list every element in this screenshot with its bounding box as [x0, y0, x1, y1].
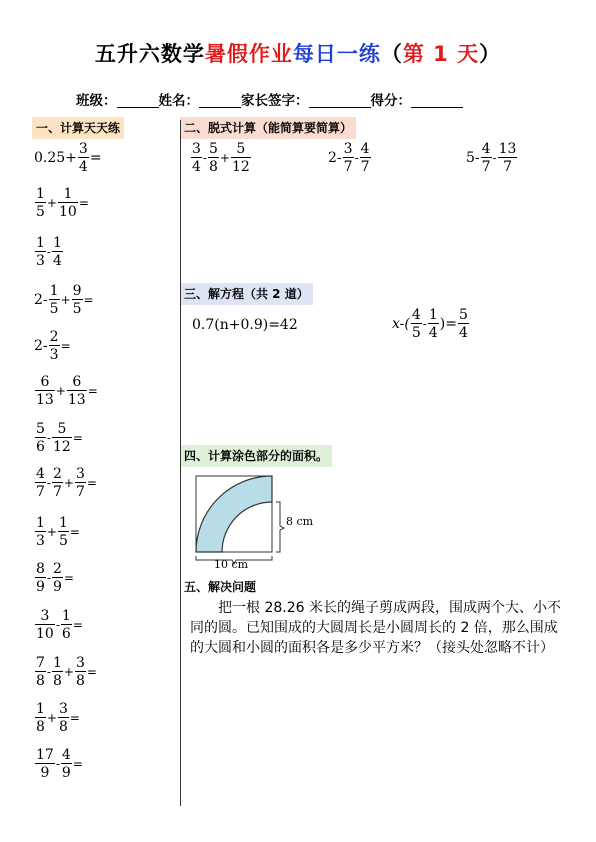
detached-expr-3: 5- $\frac{4}{7}$ - $\frac{13}{7}$ [466, 141, 517, 175]
daily-expr-14: $\frac{17}{9}$ - $\frac{4}{9}$ = [36, 747, 83, 781]
page-title [0, 38, 596, 68]
title-paren-open: （ [380, 42, 403, 66]
title-day: 第 1 天 [402, 42, 480, 66]
class-blank[interactable] [117, 93, 159, 108]
width-label: 10 cm [214, 558, 249, 571]
section-shaded-area: 四、计算涂色部分的面积。 [180, 445, 332, 467]
equation-2: x-( $\frac{4}{5}$ - $\frac{1}{4}$ )= $\frac{5}{4}$ [392, 307, 468, 341]
daily-expr-7: $\frac{5}{6}$ - $\frac{5}{12}$ = [36, 421, 83, 455]
section-equations: 三、解方程（共 2 道） [180, 283, 313, 305]
daily-expr-9: $\frac{1}{3}$ + $\frac{1}{5}$ = [36, 515, 80, 549]
score-label: 得分： [370, 93, 411, 109]
class-label: 班级： [76, 93, 117, 109]
detached-expr-2: 2- $\frac{3}{7}$ - $\frac{4}{7}$ [328, 141, 370, 175]
student-info-line [76, 89, 556, 109]
title-part-daily: 每日一练 [292, 42, 381, 66]
name-label: 姓名： [158, 93, 199, 109]
score-blank[interactable] [411, 93, 463, 108]
daily-expr-6: $\frac{6}{13}$ + $\frac{6}{13}$ = [36, 374, 98, 408]
parent-signature-label: 家长签字： [241, 93, 309, 109]
shaded-region [196, 476, 272, 552]
section-detached-calc: 二、脱式计算（能简算要简算） [180, 117, 356, 139]
daily-expr-3: $\frac{1}{3}$ - $\frac{1}{4}$ [36, 235, 62, 269]
column-divider [180, 120, 181, 806]
daily-expr-4: 2- $\frac{1}{5}$ + $\frac{9}{5}$ = [34, 283, 94, 317]
section-word-problem: 五、解决问题 [180, 576, 260, 598]
title-part-summer: 暑假作业 [204, 42, 293, 66]
parent-signature-blank[interactable] [309, 93, 371, 108]
daily-expr-13: $\frac{1}{8}$ + $\frac{3}{8}$ = [36, 701, 80, 735]
daily-expr-1: 0.25+ $\frac{3}{4}$ = [34, 141, 102, 175]
daily-expr-2: $\frac{1}{5}$ + $\frac{1}{10}$ = [36, 186, 89, 220]
daily-expr-12: $\frac{7}{8}$ - $\frac{1}{8}$ + $\frac{3}{8}$ = [36, 655, 97, 689]
height-label: 8 cm [286, 515, 314, 528]
daily-expr-8: $\frac{4}{7}$ - $\frac{2}{7}$ + $\frac{3}{7}$ = [36, 466, 97, 500]
title-part-grade: 五升六数学 [94, 42, 205, 66]
daily-expr-5: 2- $\frac{2}{3}$ = [34, 329, 71, 363]
height-brace [276, 502, 284, 552]
section-daily-calc: 一、计算天天练 [32, 117, 124, 139]
word-problem-text: 把一根 28.26 米长的绳子剪成两段，围成两个大、小不同的圆。已知围成的大圆周长是小圆周长的 2 倍，那么围成的大圆和小圆的面积各是多少平方米？（接头处忽略不计） [190, 600, 561, 656]
name-blank[interactable] [199, 93, 241, 108]
daily-expr-11: $\frac{3}{10}$ - $\frac{1}{6}$ = [36, 608, 83, 642]
equation-1: 0.7(n+0.9)=42 [192, 317, 298, 333]
daily-expr-10: $\frac{8}{9}$ - $\frac{2}{9}$ = [36, 561, 74, 595]
title-paren-close: ） [479, 42, 502, 66]
detached-expr-1: $\frac{3}{4}$ - $\frac{5}{8}$ + $\frac{5}{12}$ [192, 141, 250, 175]
